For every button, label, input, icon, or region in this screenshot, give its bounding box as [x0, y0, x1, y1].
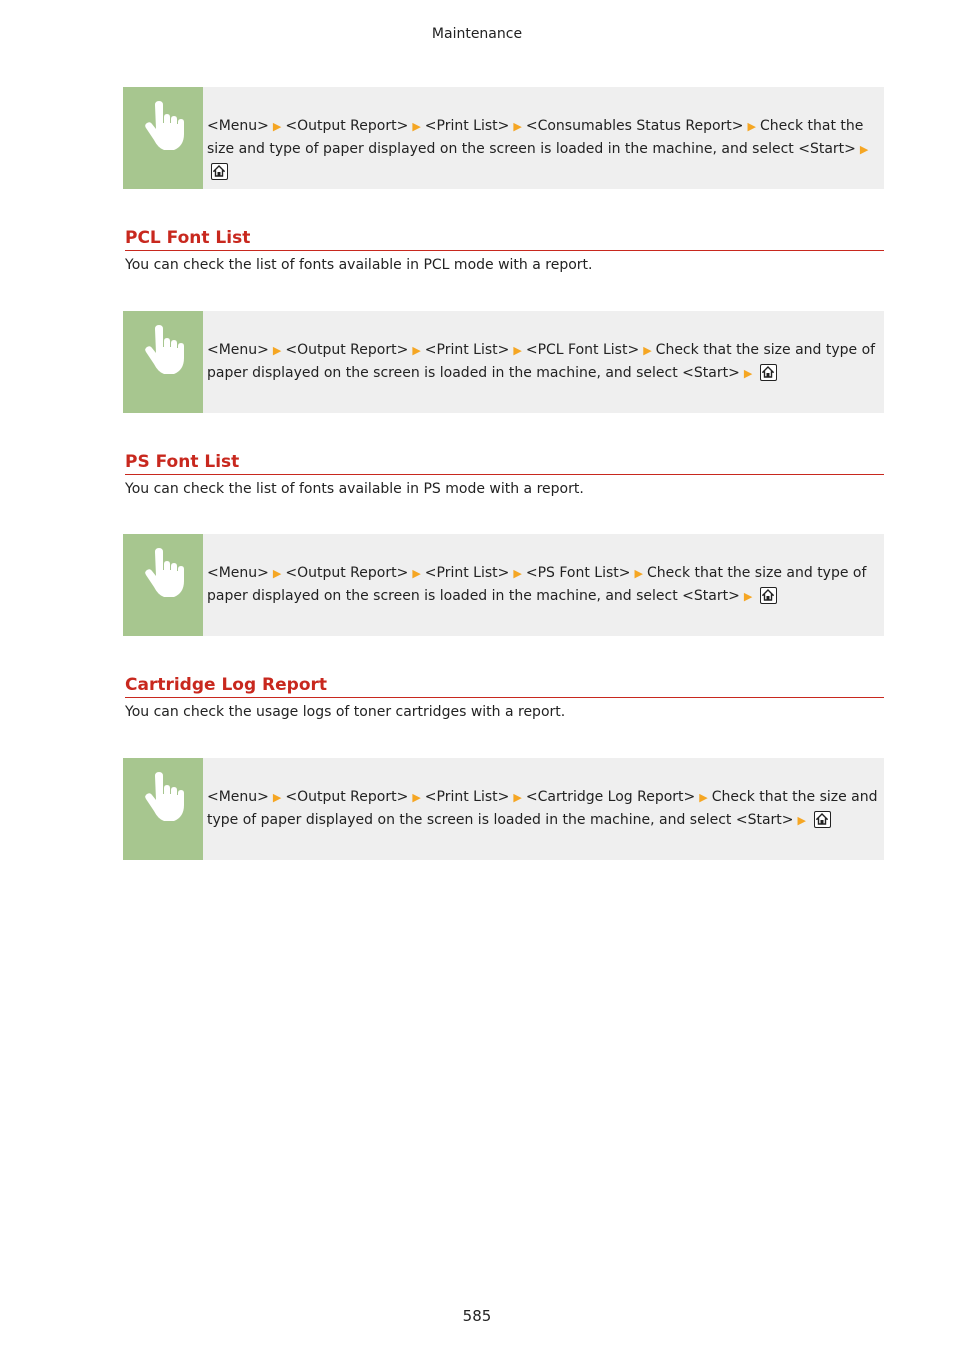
section-title-pcl-font-list: PCL Font List	[125, 228, 884, 251]
orange-triangle-arrow-icon: ▶	[412, 344, 421, 357]
instruction-text: Check that the size and type of paper displayed on the screen is loaded in the machine, and select <Start>	[207, 118, 864, 157]
page-number: 585	[462, 1307, 492, 1325]
step-text	[203, 87, 880, 189]
orange-triangle-arrow-icon: ▶	[859, 143, 869, 156]
path-report: <Cartridge Log Report>	[525, 789, 696, 805]
step-box-pcl-font-list	[123, 311, 884, 413]
path-print-list: <Print List>	[424, 342, 510, 358]
orange-triangle-arrow-icon: ▶	[513, 791, 522, 804]
orange-triangle-arrow-icon: ▶	[747, 120, 756, 133]
orange-triangle-arrow-icon: ▶	[412, 567, 421, 580]
orange-triangle-arrow-icon: ▶	[699, 791, 708, 804]
home-button-icon	[760, 587, 777, 604]
section-desc-cartridge-log-report: You can check the usage logs of toner cartridges with a report.	[125, 704, 566, 720]
orange-triangle-arrow-icon: ▶	[412, 791, 421, 804]
path-menu: <Menu>	[207, 789, 269, 805]
path-menu: <Menu>	[207, 118, 269, 134]
orange-triangle-arrow-icon: ▶	[513, 120, 522, 133]
orange-triangle-arrow-icon: ▶	[412, 120, 421, 133]
instruction-text: Check that the size and type of paper displayed on the screen is loaded in the machine, and select <Start>	[207, 789, 878, 828]
path-print-list: <Print List>	[424, 565, 510, 581]
path-output-report: <Output Report>	[285, 789, 409, 805]
orange-triangle-arrow-icon: ▶	[743, 590, 753, 603]
path-report: <PS Font List>	[525, 565, 631, 581]
step-text	[203, 758, 880, 860]
orange-triangle-arrow-icon: ▶	[797, 814, 806, 827]
orange-triangle-arrow-icon: ▶	[643, 344, 652, 357]
path-output-report: <Output Report>	[285, 342, 409, 358]
touch-hand-icon	[123, 758, 203, 860]
section-desc-ps-font-list: You can check the list of fonts available in PS mode with a report.	[125, 481, 584, 497]
path-menu: <Menu>	[207, 342, 269, 358]
orange-triangle-arrow-icon: ▶	[272, 567, 282, 580]
section-desc-pcl-font-list: You can check the list of fonts available in PCL mode with a report.	[125, 257, 593, 273]
instruction-text: Check that the size and type of paper displayed on the screen is loaded in the machine, and select <Start>	[207, 565, 867, 604]
path-output-report: <Output Report>	[285, 565, 409, 581]
path-report: <Consumables Status Report>	[525, 118, 744, 134]
path-menu: <Menu>	[207, 565, 269, 581]
home-button-icon	[211, 163, 228, 180]
orange-triangle-arrow-icon: ▶	[272, 791, 282, 804]
path-print-list: <Print List>	[424, 118, 510, 134]
orange-triangle-arrow-icon: ▶	[272, 344, 282, 357]
step-box-consumables-status	[123, 87, 884, 189]
step-text	[203, 534, 880, 636]
path-print-list: <Print List>	[424, 789, 510, 805]
touch-hand-icon	[123, 534, 203, 636]
step-text	[203, 311, 880, 413]
touch-hand-icon	[123, 87, 203, 189]
path-report: <PCL Font List>	[525, 342, 640, 358]
page-header: Maintenance	[431, 26, 523, 42]
home-button-icon	[814, 811, 831, 828]
step-box-ps-font-list	[123, 534, 884, 636]
step-box-cartridge-log-report	[123, 758, 884, 860]
section-title-cartridge-log-report: Cartridge Log Report	[125, 675, 884, 698]
touch-hand-icon	[123, 311, 203, 413]
orange-triangle-arrow-icon: ▶	[634, 567, 643, 580]
instruction-text: Check that the size and type of paper displayed on the screen is loaded in the machine, and select <Start>	[207, 342, 876, 381]
orange-triangle-arrow-icon: ▶	[743, 367, 753, 380]
orange-triangle-arrow-icon: ▶	[272, 120, 282, 133]
orange-triangle-arrow-icon: ▶	[513, 567, 522, 580]
orange-triangle-arrow-icon: ▶	[513, 344, 522, 357]
home-button-icon	[760, 364, 777, 381]
section-title-ps-font-list: PS Font List	[125, 452, 884, 475]
path-output-report: <Output Report>	[285, 118, 409, 134]
